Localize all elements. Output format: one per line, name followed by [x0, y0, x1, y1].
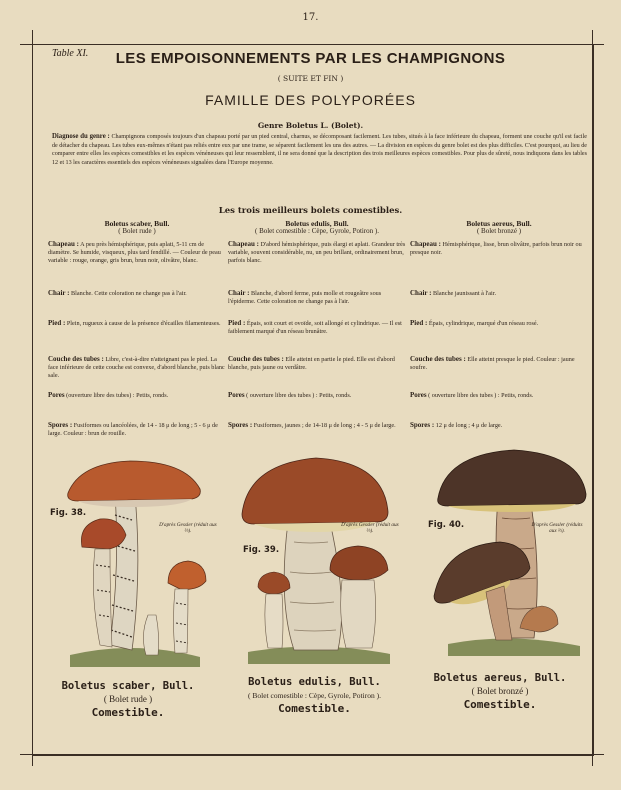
boletus-scaber-drawing — [60, 455, 210, 670]
boletus-edulis-drawing — [238, 452, 398, 667]
spores-description: Spores : Fusiformes, jaunes ; de 14-18 μ de long ; 4 - 5 μ de large. — [228, 421, 396, 429]
species-column-edulis — [228, 219, 406, 429]
couche-description: Couche des tubes : Elle atteint en partie le pied. Elle est d'abord blanche, puis jaune ou verdâtre. — [228, 355, 395, 371]
chair-description: Chair : Blanche. Cette coloration ne change pas à l'air. — [48, 289, 187, 297]
fig-38-credit: D'après Gessler (réduit aux ⅔). — [159, 522, 217, 534]
caption-edibility: Comestible. — [463, 698, 537, 711]
chair-description: Chair : Blanche jaunissant à l'air. — [410, 289, 496, 297]
species-common-name: ( Bolet rude ) — [118, 226, 156, 235]
caption-edibility: Comestible. — [278, 702, 351, 715]
fig-40-label: Fig. 40. — [428, 520, 465, 530]
chair-description: Chair : Blanche, d'abord ferme, puis molle et rougeâtre sous l'épiderme. Cette coloration ne change pas à l'air. — [228, 289, 382, 305]
page-subtitle: ( SUITE ET FIN ) — [277, 74, 344, 83]
pied-description: Pied : Épais, cylindrique, marqué d'un réseau rosé. — [410, 319, 539, 327]
chapeau-description: Chapeau : D'abord hémisphérique, puis élargi et aplati. Grandeur très variable, souvent considérable, nu, un peu brillant, ordinairement brun, parfois blanc. — [228, 240, 406, 264]
fig-40-credit: D'après Gessler (réduits aux ⅔). — [531, 522, 583, 534]
caption-common-name: ( Bolet bronzé ) — [471, 686, 529, 696]
diagnose-paragraph — [52, 133, 587, 167]
caption-aereus — [405, 672, 595, 711]
caption-common-name: ( Bolet comestible : Cèpe, Gyrole, Potiron ). — [248, 691, 381, 700]
boletus-aereus-drawing — [430, 448, 590, 663]
caption-edibility: Comestible. — [91, 706, 165, 719]
caption-scaber — [33, 680, 223, 719]
diagnose-label: Diagnose du genre : — [52, 133, 110, 140]
couche-description: Couche des tubes : Libre, c'est-à-dire n'atteignant pas le pied. La face inférieure de cette couche est convexe, d'abord blanche, puis blanc sale. — [48, 355, 225, 379]
table-label: Table XI. — [52, 48, 89, 59]
caption-species-name: Boletus scaber, Bull. — [61, 680, 195, 692]
species-column-scaber — [48, 219, 226, 437]
pores-description: Pores (ouverture libre des tubes) : Petits, ronds. — [48, 391, 169, 399]
fig-40-illustration — [430, 448, 590, 663]
frame-right-rule — [592, 30, 593, 766]
caption-species-name: Boletus aereus, Bull. — [433, 672, 567, 684]
caption-common-name: ( Bolet rude ) — [103, 694, 153, 704]
frame-bottom-rule — [20, 754, 604, 755]
section-heading: Les trois meilleurs bolets comestibles. — [218, 206, 403, 216]
spores-description: Spores : Fusiformes ou lancéolées, de 14 - 18 μ de long ; 5 - 6 μ de large. Couleur : brun de rouille. — [48, 421, 218, 437]
pied-description: Pied : Plein, rugueux à cause de la présence d'écailles filamenteuses. — [48, 319, 221, 327]
genre-heading: Genre Boletus L. (Bolet). — [257, 121, 364, 130]
chapeau-description: Chapeau : A peu près hémisphérique, puis aplati, 5-11 cm de diamètre. Se humide, visqueux, plus tard fendillé. — Couleur de peau variable : rouge, orange, gris brun, brun noir, olivâtre, blanc. — [48, 240, 221, 264]
species-column-aereus — [410, 219, 588, 429]
species-common-name: ( Bolet bronzé ) — [476, 226, 522, 235]
spores-description: Spores : 12 μ de long ; 4 μ de large. — [410, 421, 503, 429]
diagnose-text: Champignons composés toujours d'un chapeau porté par un pied central, charnus, se décomposant facilement. Les tubes, situés à la face inférieure du chapeau, forment une couche qu'il est facile de détacher du chapeau. Les tubes eux-mêmes n'étant pas reliés entre eux par une trame, se séparent facilement les uns des autres. — La division en espèces du genre bolet est des plus difficiles. C'est pourquoi, au lieu de comparer entre elles les espèces comestibles et les espèces vénéneuses qui leur ressemblent, il ne sera donné que la description des trois meilleures espèces comestibles. Pour plus de sûreté, nous indiquons dans les tables 12 et 13 les caractères essentiels des espèces vénéneuses signalées dans l'Europe moyenne. — [52, 134, 587, 166]
frame-left-rule — [32, 30, 33, 766]
fig-38-illustration — [60, 455, 210, 670]
page-number: 17. — [302, 12, 319, 23]
species-common-name: ( Bolet comestible : Cèpe, Gyrole, Potiron ). — [254, 226, 380, 235]
pied-description: Pied : Épais, soit court et ovoïde, soit allongé et cylindrique. — Il est faiblement marqué d'un réseau brunâtre. — [228, 319, 402, 335]
fig-39-credit: D'après Gessler (réduit aux ⅔). — [341, 522, 399, 534]
fig-39-label: Fig. 39. — [243, 545, 280, 555]
species-name: Boletus aereus, Bull. — [466, 219, 532, 228]
pores-description: Pores ( ouverture libre des tubes ) : Petits, ronds. — [228, 391, 352, 399]
frame-top-rule — [20, 44, 604, 45]
chapeau-description: Chapeau : Hémisphérique, lisse, brun olivâtre, parfois brun noir ou presque noir. — [410, 240, 582, 256]
species-name: Boletus scaber, Bull. — [104, 219, 170, 228]
pores-description: Pores ( ouverture libre des tubes ) : Petits, ronds. — [410, 391, 534, 399]
caption-edulis — [222, 676, 407, 715]
caption-species-name: Boletus edulis, Bull. — [248, 676, 381, 688]
page-title: LES EMPOISONNEMENTS PAR LES CHAMPIGNONS — [115, 50, 506, 67]
fig-38-label: Fig. 38. — [50, 508, 87, 518]
species-name: Boletus edulis, Bull. — [285, 219, 349, 228]
fig-39-illustration — [238, 452, 398, 667]
couche-description: Couche des tubes : Elle atteint presque le pied. Couleur : jaune soufre. — [410, 355, 575, 371]
family-heading: FAMILLE DES POLYPORÉES — [205, 92, 416, 108]
